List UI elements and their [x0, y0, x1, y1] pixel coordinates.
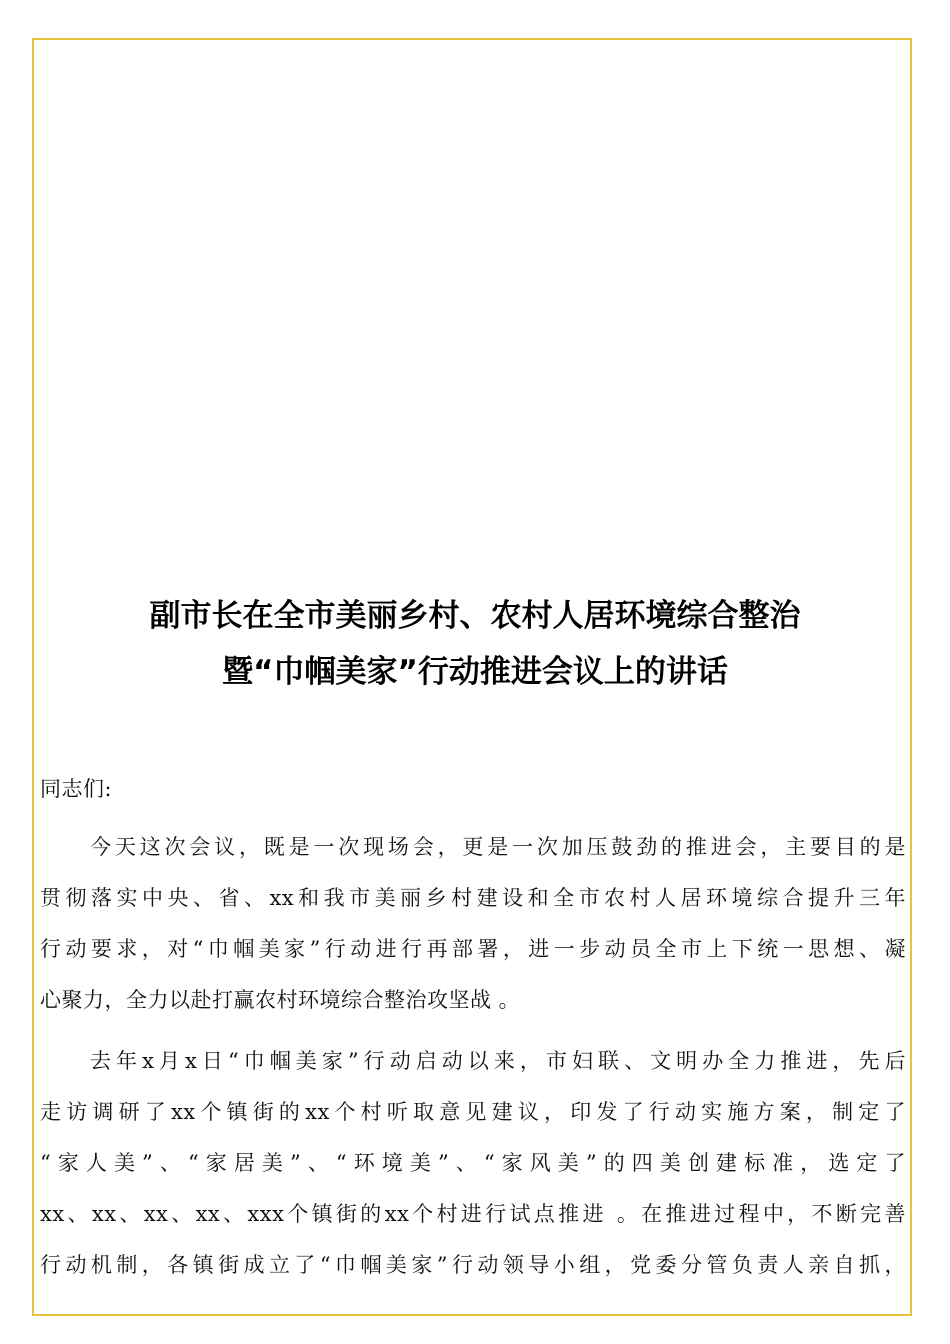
paragraph-line: 去年x月x日“巾帼美家”行动启动以来，市妇联、文明办全力推进，先后	[90, 1049, 906, 1073]
paragraph-line: 今天这次会议，既是一次现场会，更是一次加压鼓劲的推进会，主要目的是	[90, 835, 906, 859]
paragraph-line: xx、xx、xx、xx、xxx个镇街的xx个村进行试点推进 。在推进过程中，不断完善	[40, 1202, 906, 1226]
paragraph-line: 行动机制，各镇街成立了“巾帼美家”行动领导小组，党委分管负责人亲自抓，	[40, 1253, 906, 1277]
title-line-1: 副市长在全市美丽乡村、农村人居环境综合整治	[149, 598, 801, 634]
salutation: 同志们:	[40, 777, 113, 801]
paragraph-2	[40, 1036, 906, 1291]
paragraph-line: 走访调研了xx个镇街的xx个村听取意见建议，印发了行动实施方案，制定了	[40, 1100, 906, 1124]
paragraph-line: 贯彻落实中央、省、xx和我市美丽乡村建设和全市农村人居环境综合提升三年	[40, 886, 906, 910]
title-line-2: 暨“巾帼美家”行动推进会议上的讲话	[222, 654, 728, 690]
paragraph-line: 心聚力，全力以赴打赢农村环境综合整治攻坚战 。	[40, 988, 521, 1012]
paragraph-line: “家人美”、“家居美”、“环境美”、“家风美”的四美创建标准，选定了	[40, 1151, 906, 1175]
document-title	[40, 588, 910, 700]
document-body	[40, 762, 906, 1301]
paragraph-1	[40, 822, 906, 1026]
paragraph-line: 行动要求，对“巾帼美家”行动进行再部署，进一步动员全市上下统一思想、凝	[40, 937, 906, 961]
